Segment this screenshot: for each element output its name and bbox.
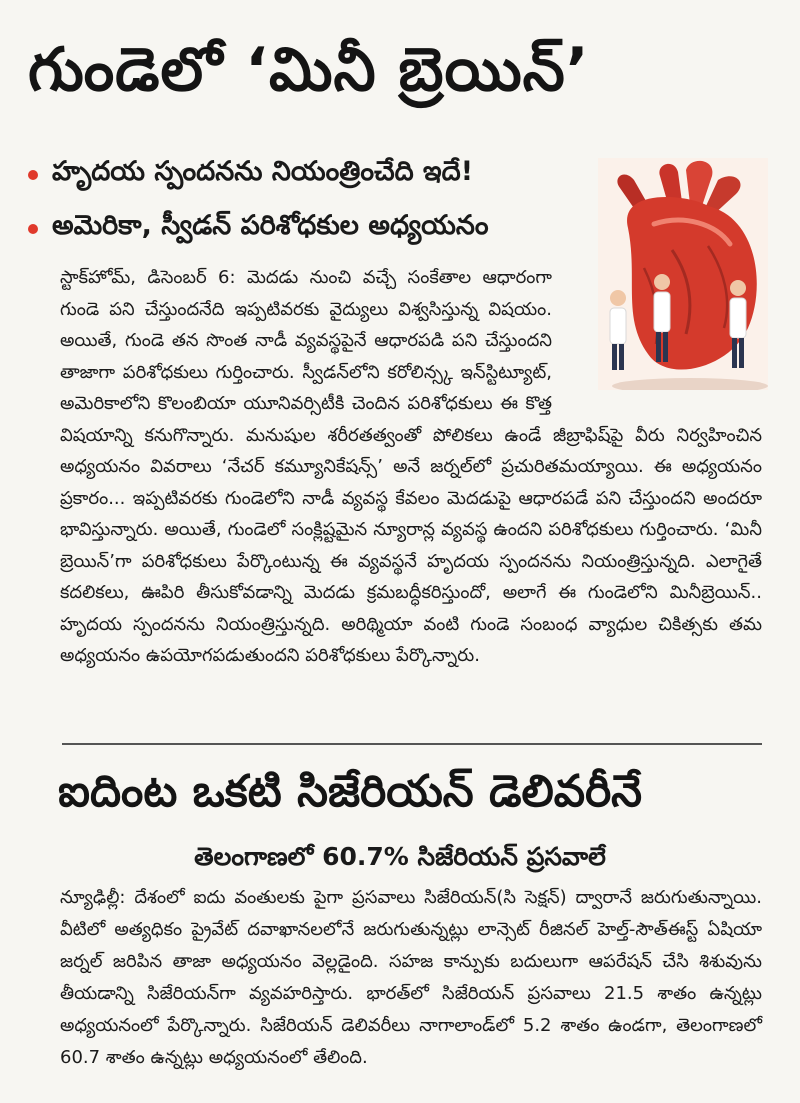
article-divider: [62, 743, 762, 745]
article1-body: [60, 262, 762, 672]
article2-body-text: న్యూఢిల్లీ: దేశంలో ఐదు వంతులకు పైగా ప్రసవాలు సిజేరియన్(సి సెక్షన్) ద్వారానే జరుగుతున్నాయి. వీటిలో అత్యధికం ప్రైవేట్ దవాఖానలలోనే జరుగుతున్నట్లు లాన్సెట్ రీజినల్ హెల్త్-సౌత్‌ఈస్ట్ ఏషియా జర్నల్ జరిపిన తాజా అధ్యయనం వెల్లడైంది. సహజ కాన్పుకు బదులుగా ఆపరేషన్ చేసి శిశువును తీయడాన్ని సిజేరియన్‌గా వ్యవహరిస్తారు. భారత్‌లో సిజేరియన్ ప్రసవాలు 21.5 శాతం ఉన్నట్లు అధ్యయనంలో పేర్కొన్నారు. సిజేరియన్ డెలివరీలు నాగాలాండ్‌లో 5.2 శాతం ఉండగా, తెలంగాణలో 60.7 శాతం ఉన్నట్లు అధ్యయనంలో తేలింది.: [60, 887, 762, 1068]
article2-body: [60, 882, 762, 1074]
bullet-text: అమెరికా, స్వీడన్ పరిశోధకుల అధ్యయనం: [52, 210, 489, 241]
article1-bullets: [28, 148, 588, 256]
article2-subhead: తెలంగాణలో 60.7% సిజేరియన్ ప్రసవాలే: [194, 842, 606, 871]
bullet-item: [28, 148, 588, 202]
bullet-dot-icon: [28, 170, 38, 180]
article1-headline: గుండెలో ‘మినీ బ్రెయిన్’: [28, 35, 590, 105]
illustration-spacer: [552, 262, 762, 390]
article2-headline: ఐదింట ఒకటి సిజేరియన్ డెలివరీనే: [58, 766, 643, 817]
bullet-dot-icon: [28, 224, 38, 234]
bullet-item: [28, 202, 588, 256]
article1-body-text: స్టాక్‌హోమ్, డిసెంబర్ 6: మెదడు నుంచి వచ్చే సంకేతాల ఆధారంగా గుండె పని చేస్తుందనేది ఇప్పటివరకు వైద్యులు విశ్వసిస్తున్న విషయం. అయితే, గుండె తన సొంత నాడీ వ్యవస్థపైనే ఆధారపడి పని చేస్తుందని తాజాగా పరిశోధకులు గుర్తించారు. స్వీడన్‌లోని కరోలిన్స్క ఇన్‌స్టిట్యూట్, అమెరికాలోని కొలంబియా యూనివర్సిటీకి చెందిన పరిశోధకులు ఈ కొత్త విషయాన్ని కనుగొన్నారు. మనుషుల శరీరతత్వంతో పోలికలు ఉండే జీబ్రాఫిష్‌పై వీరు నిర్వహించిన అధ్యయనం వివరాలు ‘నేచర్ కమ్యూనికేషన్స్’ అనే జర్నల్‌లో ప్రచురితమయ్యాయి. ఈ అధ్యయనం ప్రకారం... ఇప్పటివరకు గుండెలోని నాడీ వ్యవస్థ కేవలం మెదడుపై ఆధారపడే పని చేస్తుందని అందరూ భావిస్తున్నారు. అయితే, గుండెలో సంక్లిష్టమైన న్యూరాన్ల వ్యవస్థ ఉందని పరిశోధకులు గుర్తించారు. ‘మినీ బ్రెయిన్’గా పరిశోధకులు పేర్కొంటున్న ఈ వ్యవస్థనే హృదయ స్పందనను నియంత్రిస్తున్నది. ఎలాగైతే కదలికలు, ఊపిరి తీసుకోవడాన్ని మెదడు క్రమబద్ధీకరిస్తుందో, అలాగే ఈ గుండెలోని మినీబ్రెయిన్.. హృదయ స్పందనను నియంత్రిస్తున్నది. అరిథ్మియా వంటి గుండె సంబంధ వ్యాధుల చికిత్సకు తమ అధ్యయనం ఉపయోగపడుతుందని పరిశోధకులు పేర్కొన్నారు.: [60, 267, 762, 666]
bullet-text: హృదయ స్పందనను నియంత్రించేది ఇదే!: [52, 156, 474, 187]
